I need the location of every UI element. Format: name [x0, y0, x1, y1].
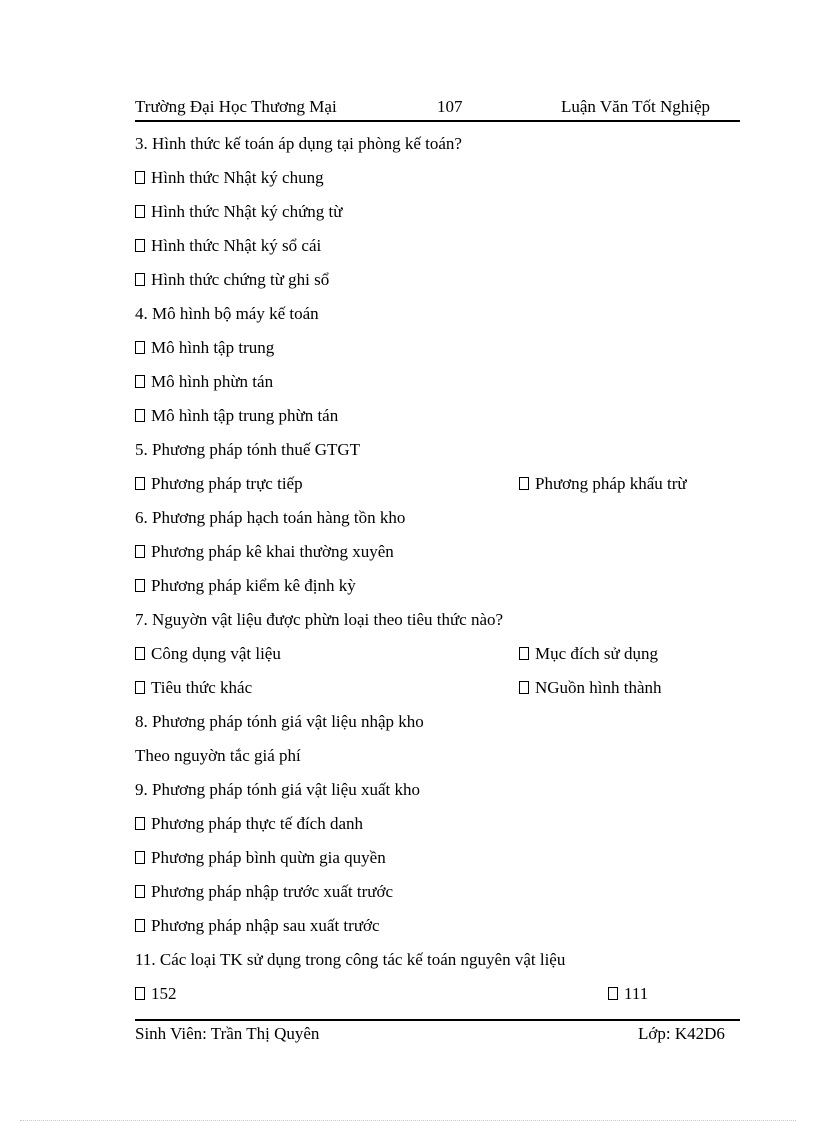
question-heading: [135, 507, 405, 529]
option-item: [135, 575, 356, 597]
option-item: [135, 405, 338, 427]
checkbox-glyph-icon: [135, 477, 145, 490]
line-text: NGuồn hình thành: [535, 678, 662, 697]
checkbox-glyph-icon: [135, 851, 145, 864]
footer-student: Sinh Viên: Trần Thị Quyên: [135, 1024, 320, 1043]
checkbox-glyph-icon: [135, 579, 145, 592]
checkbox-glyph-icon: [135, 273, 145, 286]
footer-rule: [135, 1019, 740, 1021]
line-text: Phương pháp nhập sau xuất trước: [151, 916, 380, 935]
checkbox-glyph-icon: [608, 987, 618, 1000]
question-heading: [135, 609, 503, 631]
option-item: [135, 643, 281, 665]
option-item: [135, 269, 329, 291]
option-item: [135, 915, 380, 937]
line-text: Mô hình phừn tán: [151, 372, 274, 391]
line-text: Mô hình tập trung: [151, 338, 275, 357]
checkbox-glyph-icon: [135, 681, 145, 694]
footer-class: Lớp: K42D6: [638, 1024, 725, 1043]
header-school: Trường Đại Học Thương Mại: [135, 97, 337, 116]
line-text: Hình thức Nhật ký sổ cái: [151, 236, 322, 255]
line-text: Phương pháp nhập trước xuất trước: [151, 882, 394, 901]
checkbox-glyph-icon: [135, 171, 145, 184]
answer-text: [135, 745, 301, 767]
checkbox-glyph-icon: [135, 647, 145, 660]
checkbox-glyph-icon: [519, 681, 529, 694]
option-item: [135, 371, 273, 393]
checkbox-glyph-icon: [135, 885, 145, 898]
checkbox-glyph-icon: [135, 919, 145, 932]
line-text: Phương pháp thực tế đích danh: [151, 814, 364, 833]
page-edge-divider: [20, 1120, 796, 1121]
line-text: 11. Các loại TK sử dụng trong công tác kế toán nguyên vật liệu: [135, 950, 566, 969]
line-text: 4. Mô hình bộ máy kế toán: [135, 304, 319, 323]
option-item: [608, 983, 648, 1005]
line-text: 9. Phương pháp tónh giá vật liệu xuất kho: [135, 780, 420, 799]
line-text: Theo nguyờn tắc giá phí: [135, 746, 301, 765]
header-rule: [135, 120, 740, 122]
line-text: 8. Phương pháp tónh giá vật liệu nhập kho: [135, 712, 424, 731]
question-heading: [135, 711, 424, 733]
checkbox-glyph-icon: [135, 409, 145, 422]
header-doc-title: Luận Văn Tốt Nghiệp: [561, 97, 711, 116]
checkbox-glyph-icon: [135, 341, 145, 354]
line-text: Mục đích sử dụng: [535, 644, 659, 663]
line-text: 6. Phương pháp hạch toán hàng tồn kho: [135, 508, 406, 527]
line-text: Hình thức chứng từ ghi sổ: [151, 270, 330, 289]
question-heading: [135, 949, 565, 971]
line-text: Phương pháp bình quừn gia quyền: [151, 848, 386, 867]
header-page-number: 107: [437, 97, 463, 116]
option-item: [135, 881, 393, 903]
question-heading: [135, 779, 420, 801]
option-item: [519, 643, 658, 665]
checkbox-glyph-icon: [135, 239, 145, 252]
line-text: Phương pháp kê khai thường xuyên: [151, 542, 394, 561]
question-heading: [135, 133, 462, 155]
checkbox-glyph-icon: [135, 545, 145, 558]
line-text: Hình thức Nhật ký chứng từ: [151, 202, 343, 221]
line-text: Phương pháp kiểm kê định kỳ: [151, 576, 356, 595]
line-text: Phương pháp trực tiếp: [151, 474, 303, 493]
option-item: [135, 235, 321, 257]
question-heading: [135, 303, 319, 325]
line-text: Mô hình tập trung phừn tán: [151, 406, 339, 425]
checkbox-glyph-icon: [135, 817, 145, 830]
checkbox-glyph-icon: [519, 477, 529, 490]
line-text: Tiêu thức khác: [151, 678, 253, 697]
line-text: 5. Phương pháp tónh thuế GTGT: [135, 440, 361, 459]
option-item: [135, 847, 386, 869]
line-text: Công dụng vật liệu: [151, 644, 281, 663]
line-text: 152: [151, 984, 177, 1003]
option-item: [135, 541, 394, 563]
line-text: 3. Hình thức kế toán áp dụng tại phòng kế toán?: [135, 134, 462, 153]
option-item: [135, 677, 252, 699]
checkbox-glyph-icon: [135, 205, 145, 218]
line-text: Hình thức Nhật ký chung: [151, 168, 324, 187]
checkbox-glyph-icon: [135, 987, 145, 1000]
option-item: [135, 813, 363, 835]
option-item: [135, 473, 303, 495]
checkbox-glyph-icon: [519, 647, 529, 660]
option-item: [135, 167, 324, 189]
question-heading: [135, 439, 360, 461]
line-text: 7. Nguyờn vật liệu được phừn loại theo tiêu thức nào?: [135, 610, 504, 629]
checkbox-glyph-icon: [135, 375, 145, 388]
line-text: Phương pháp khấu trừ: [535, 474, 687, 493]
option-item: [135, 983, 177, 1005]
option-item: [519, 677, 662, 699]
option-item: [135, 201, 342, 223]
line-text: 111: [624, 984, 649, 1003]
option-item: [519, 473, 687, 495]
option-item: [135, 337, 274, 359]
